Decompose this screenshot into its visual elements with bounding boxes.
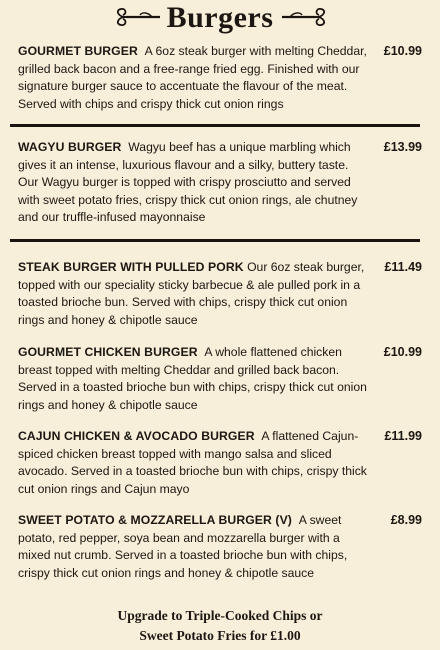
- menu-item-description: A sweet potato, red pepper, soya bean and mozzarella burger with a mixed nut crumb. Served in a toasted brioche bun with chips, crispy thick cut onion rings and honey & chipotle sauce: [18, 513, 348, 580]
- menu-item-description: Wagyu beef has a unique marbling which gives it an intense, luxurious flavour and a silky, buttery taste. Our Wagyu burger is topped with crispy prosciutto and served with sweet potato fries, crispy thick cut onion rings, ale chutney and our truffle-infused mayonnaise: [18, 140, 358, 225]
- menu-item-price: £11.99: [384, 429, 422, 443]
- menu-item-price: £13.99: [383, 140, 422, 154]
- menu-item-text: [18, 512, 368, 582]
- menu-item-price: £11.49: [384, 260, 422, 274]
- menu-item-steak-burger-pulled-pork: [18, 259, 422, 329]
- flourish-right-icon: [280, 6, 330, 28]
- menu-item-name: SWEET POTATO & MOZZARELLA BURGER (V): [18, 513, 292, 527]
- menu-item-description: A whole flattened chicken breast topped with melting Cheddar and grilled back bacon. Served in a toasted brioche bun with chips, crispy thick cut onion rings and honey & chipotle sauce: [18, 345, 367, 412]
- upgrade-note-line: Upgrade to Triple-Cooked Chips or: [117, 608, 323, 623]
- section-divider: [10, 239, 420, 242]
- menu-item-name: GOURMET BURGER: [18, 44, 138, 58]
- menu-header: [0, 0, 440, 40]
- menu-item-price: £10.99: [383, 345, 422, 359]
- menu-item-text: [18, 428, 368, 498]
- menu-item-name: GOURMET CHICKEN BURGER: [18, 345, 198, 359]
- menu-item-text: [18, 344, 368, 414]
- upgrade-note-line: Sweet Potato Fries for £1.00: [139, 628, 301, 643]
- menu-item-name: STEAK BURGER WITH PULLED PORK: [18, 260, 244, 274]
- menu-item-name: WAGYU BURGER: [18, 140, 122, 154]
- menu-item-sweet-potato-mozzarella-burger: [18, 512, 422, 582]
- menu-item-description: A flattened Cajun-spiced chicken breast topped with mango salsa and sliced avocado. Served in a toasted brioche bun with chips, crispy thick cut onion rings and Cajun mayo: [18, 429, 367, 496]
- menu-item-description: Our 6oz steak burger, topped with our speciality sticky barbecue & ale pulled pork in a toasted brioche bun. Served with chips, crispy thick cut onion rings and honey & chipotle sauce: [18, 260, 365, 327]
- menu-item-text: [18, 259, 368, 329]
- menu-item-text: [18, 139, 368, 227]
- menu-item-gourmet-burger: [18, 43, 422, 113]
- menu-item-price: £10.99: [383, 44, 422, 58]
- menu-item-wagyu-burger: [18, 139, 422, 227]
- page-title: Burgers: [166, 1, 274, 34]
- menu-item-name: CAJUN CHICKEN & AVOCADO BURGER: [18, 429, 255, 443]
- menu-item-description: A 6oz steak burger with melting Cheddar, grilled back bacon and a free-range fried egg. Finished with our signature burger sauce to accentuate the flavour of the meat. Served with chips and crispy thick cut onion rings: [18, 44, 367, 111]
- menu-item-cajun-chicken-avocado-burger: [18, 428, 422, 498]
- upgrade-note: [0, 606, 440, 646]
- menu-item-price: £8.99: [390, 513, 422, 527]
- section-divider: [10, 124, 420, 127]
- menu-item-text: [18, 43, 368, 113]
- menu-item-gourmet-chicken-burger: [18, 344, 422, 414]
